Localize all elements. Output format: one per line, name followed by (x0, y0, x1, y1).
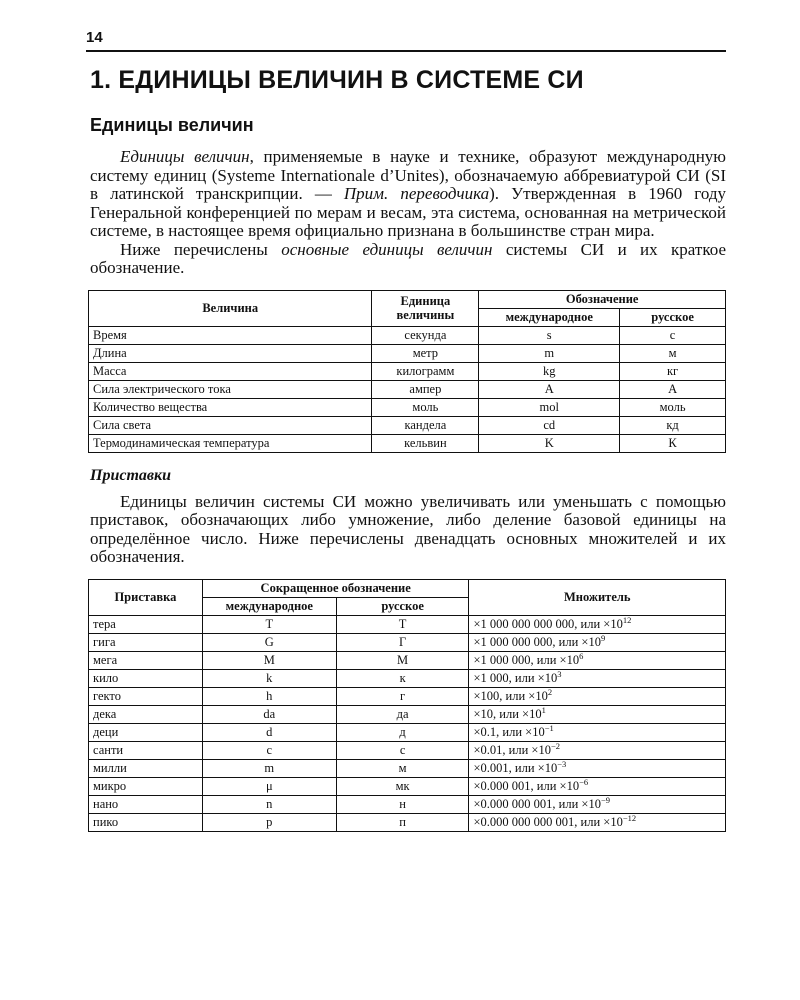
multiplier-cell (469, 615, 726, 633)
multiplier-text: ×1 000, или ×10 (473, 670, 558, 685)
unit-cell: секунда (372, 326, 479, 344)
multiplier-exponent: −1 (544, 722, 554, 733)
prefix-cell: мега (89, 651, 203, 669)
quantity-cell: Сила света (89, 416, 372, 434)
multiplier-cell (469, 669, 726, 687)
multiplier-exponent: −3 (557, 758, 567, 769)
multiplier-cell (469, 633, 726, 651)
paragraph-base-units (86, 241, 726, 278)
prefix-international-cell: d (202, 723, 336, 741)
multiplier-text: ×0.01, или ×10 (473, 742, 551, 757)
unit-cell: моль (372, 398, 479, 416)
russian-symbol-cell: А (620, 380, 726, 398)
table-row (89, 687, 726, 705)
prefix-international-cell: m (202, 759, 336, 777)
prefix-cell: дека (89, 705, 203, 723)
table-row (89, 380, 726, 398)
prefix-cell: тера (89, 615, 203, 633)
table-row (89, 705, 726, 723)
prefix-russian-cell: д (336, 723, 469, 741)
page-number: 14 (86, 29, 103, 46)
multiplier-text: ×0.1, или ×10 (473, 724, 545, 739)
base-units-table-body (89, 326, 726, 452)
prefix-international-cell: h (202, 687, 336, 705)
header-international: международное (479, 308, 620, 326)
multiplier-text: ×0.001, или ×10 (473, 760, 558, 775)
table-row (89, 362, 726, 380)
table-row (89, 741, 726, 759)
multiplier-text: ×10, или ×10 (473, 706, 542, 721)
prefix-russian-cell: с (336, 741, 469, 759)
russian-symbol-cell: м (620, 344, 726, 362)
prefix-russian-cell: п (336, 813, 469, 831)
table-row (89, 615, 726, 633)
russian-symbol-cell: кг (620, 362, 726, 380)
prefix-cell: гекто (89, 687, 203, 705)
prefix-russian-cell: к (336, 669, 469, 687)
quantity-cell: Сила электрического тока (89, 380, 372, 398)
international-symbol-cell: mol (479, 398, 620, 416)
paragraph-intro (86, 148, 726, 241)
multiplier-cell (469, 741, 726, 759)
prefix-cell: кило (89, 669, 203, 687)
multiplier-cell (469, 795, 726, 813)
header-unit: Единица величины (372, 290, 479, 326)
multiplier-exponent: −9 (600, 794, 610, 805)
multiplier-cell (469, 777, 726, 795)
prefix-international-cell: M (202, 651, 336, 669)
paragraph-base-units-text-1: Ниже перечислены (120, 239, 282, 259)
multiplier-text: ×1 000 000 000 000, или ×10 (473, 616, 623, 631)
paragraph-prefixes: Единицы величин системы СИ можно увеличивать или уменьшать с помощью приставок, обозначающих либо умножение, либо деление базовой единицы на определённое число. Ниже перечислены двенадцать основных множителей и их обозначения. (90, 491, 726, 566)
multiplier-exponent: 3 (557, 668, 562, 679)
prefix-russian-cell: г (336, 687, 469, 705)
prefix-cell: деци (89, 723, 203, 741)
international-symbol-cell: K (479, 434, 620, 452)
prefixes-table (88, 579, 726, 832)
base-units-table (88, 290, 726, 453)
prefix-russian-cell: н (336, 795, 469, 813)
multiplier-cell (469, 687, 726, 705)
paragraph-base-units-emphasis: основные единицы величин (281, 239, 493, 259)
multiplier-exponent: 9 (600, 632, 606, 643)
multiplier-exponent: 6 (579, 650, 584, 661)
quantity-cell: Масса (89, 362, 372, 380)
header-abbreviation: Сокращенное обозначение (202, 579, 469, 597)
russian-symbol-cell: К (620, 434, 726, 452)
multiplier-text: ×0.000 000 001, или ×10 (473, 796, 601, 811)
header-multiplier: Множитель (469, 579, 726, 615)
paragraph-intro-emphasis: Единицы величин (120, 147, 250, 166)
page (86, 28, 726, 832)
paragraph-base-units-text-2: системы СИ и их краткое обозначение. (90, 239, 726, 277)
section-heading-prefixes: Приставки (90, 466, 172, 484)
multiplier-exponent: 2 (547, 686, 553, 697)
prefix-international-cell: n (202, 795, 336, 813)
russian-symbol-cell: кд (620, 416, 726, 434)
table-row (89, 398, 726, 416)
table-row (89, 326, 726, 344)
paragraph-intro-text-2: ). Утвержденная в 1960 году Генеральной конференцией по мерам и весам, эта система, основанная на метрической системе, в настоящее время официально признана в большинстве стран мира. (90, 184, 727, 240)
prefix-international-cell: k (202, 669, 336, 687)
table-row (89, 759, 726, 777)
quantity-cell: Термодинамическая температура (89, 434, 372, 452)
unit-cell: метр (372, 344, 479, 362)
prefix-russian-cell: М (336, 651, 469, 669)
multiplier-text: ×0.000 000 000 001, или ×10 (473, 814, 623, 829)
prefix-russian-cell: да (336, 705, 469, 723)
header-quantity: Величина (89, 290, 372, 326)
prefix-international-cell: c (202, 741, 336, 759)
prefixes-table-body (89, 615, 726, 831)
quantity-cell: Время (89, 326, 372, 344)
prefix-international-cell: μ (202, 777, 336, 795)
prefix-cell: санти (89, 741, 203, 759)
header-rule (86, 50, 726, 52)
multiplier-text: ×1 000 000 000, или ×10 (473, 634, 601, 649)
multiplier-exponent: −6 (579, 776, 589, 787)
table-row (89, 669, 726, 687)
international-symbol-cell: A (479, 380, 620, 398)
multiplier-cell (469, 651, 726, 669)
header-prefix: Приставка (89, 579, 203, 615)
quantity-cell: Длина (89, 344, 372, 362)
multiplier-exponent: −12 (622, 812, 637, 823)
quantity-cell: Количество вещества (89, 398, 372, 416)
prefix-cell: микро (89, 777, 203, 795)
section-heading-units: Единицы величин (90, 115, 254, 135)
russian-symbol-cell: с (620, 326, 726, 344)
table-row (89, 795, 726, 813)
multiplier-cell (469, 759, 726, 777)
international-symbol-cell: kg (479, 362, 620, 380)
unit-cell: килограмм (372, 362, 479, 380)
unit-cell: кандела (372, 416, 479, 434)
prefix-russian-cell: Т (336, 615, 469, 633)
header-prefix-international: международное (202, 597, 336, 615)
table-row (89, 723, 726, 741)
unit-cell: ампер (372, 380, 479, 398)
unit-cell: кельвин (372, 434, 479, 452)
prefix-international-cell: p (202, 813, 336, 831)
table-row (89, 434, 726, 452)
multiplier-text: ×100, или ×10 (473, 688, 548, 703)
header-russian: русское (620, 308, 726, 326)
international-symbol-cell: cd (479, 416, 620, 434)
prefix-russian-cell: мк (336, 777, 469, 795)
prefix-cell: нано (89, 795, 203, 813)
prefix-russian-cell: Г (336, 633, 469, 651)
table-row (89, 633, 726, 651)
header-prefix-russian: русское (336, 597, 469, 615)
table-row (89, 813, 726, 831)
prefix-international-cell: da (202, 705, 336, 723)
prefix-cell: милли (89, 759, 203, 777)
international-symbol-cell: m (479, 344, 620, 362)
multiplier-text: ×1 000 000, или ×10 (473, 652, 580, 667)
multiplier-cell (469, 705, 726, 723)
multiplier-exponent: 1 (541, 704, 546, 715)
international-symbol-cell: s (479, 326, 620, 344)
chapter-title: 1. ЕДИНИЦЫ ВЕЛИЧИН В СИСТЕМЕ СИ (90, 66, 584, 94)
multiplier-exponent: 12 (622, 614, 632, 625)
multiplier-cell (469, 723, 726, 741)
multiplier-text: ×0.000 001, или ×10 (473, 778, 580, 793)
table-row (89, 777, 726, 795)
header-designation: Обозначение (479, 290, 726, 308)
table-row (89, 416, 726, 434)
table-row (89, 651, 726, 669)
prefix-russian-cell: м (336, 759, 469, 777)
table-row (89, 344, 726, 362)
prefix-cell: пико (89, 813, 203, 831)
paragraph-intro-text-1: , применяемые в науке и технике, образуют международную систему единиц (Systeme Internationale d’Unites), обозначаемую аббревиатурой СИ (SI в латинской транскрипции. — (90, 147, 727, 203)
russian-symbol-cell: моль (620, 398, 726, 416)
multiplier-exponent: −2 (550, 740, 560, 751)
multiplier-cell (469, 813, 726, 831)
prefix-cell: гига (89, 633, 203, 651)
prefix-international-cell: G (202, 633, 336, 651)
paragraph-intro-note: Прим. переводчика (343, 184, 490, 203)
prefix-international-cell: T (202, 615, 336, 633)
